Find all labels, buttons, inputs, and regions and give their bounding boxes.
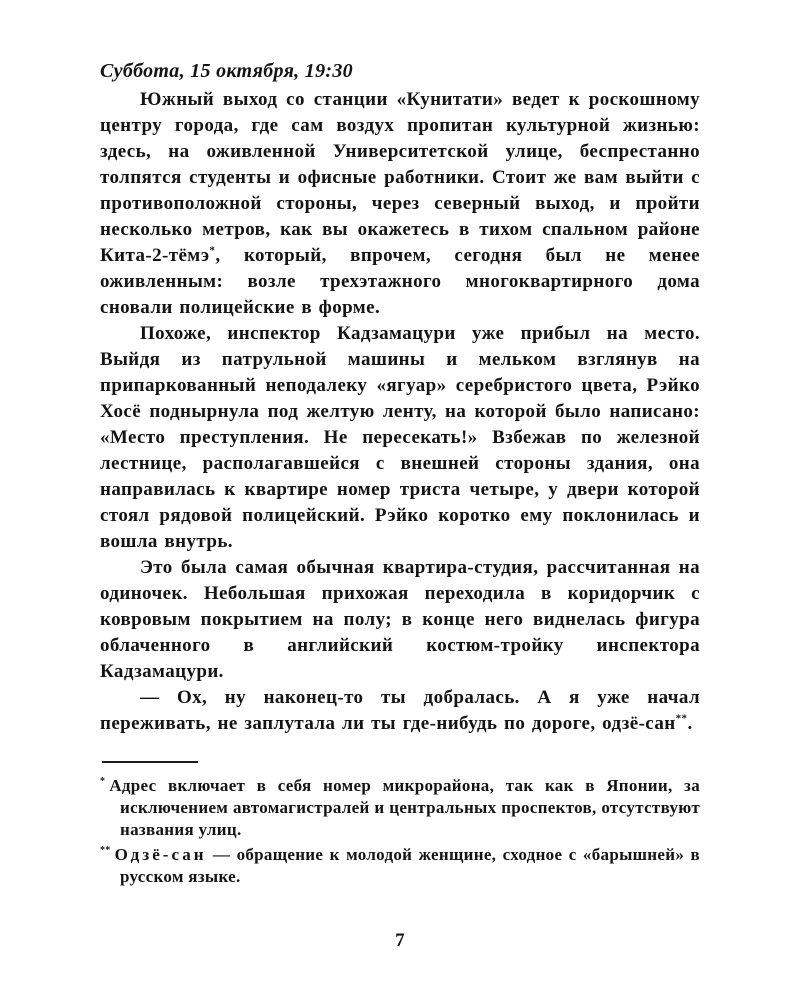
footnote-separator-rule <box>102 761 198 763</box>
footnote-2 <box>100 844 700 888</box>
footnote-reference-2: ** <box>675 712 688 725</box>
paragraph-text: Южный выход со станции «Кунитати» ведет к роскошному центру города, где сам воздух пропитан культурной жизнью: здесь, на оживленной Университетской улице, беспрестанно толпятся студенты и офисные работники. Стоит же вам выйти с противоположной стороны, через северный выход, и пройти несколько метров, как вы окажетесь в тихом спальном районе Кита-2-тёмэ <box>100 89 700 266</box>
paragraph-text: , который, впрочем, сегодня был не менее оживленным: возле трехэтажного многоквартирного дома сновали полицейские в форме. <box>100 245 700 318</box>
footnote-text: Адрес включает в себя номер микрорайона, так как в Японии, за исключением автомагистралей и центральных проспектов, отсутствуют названия улиц. <box>109 776 700 839</box>
footnote-marker-2: ** <box>100 845 111 857</box>
footnote-marker-1: * <box>100 776 106 788</box>
page-number: 7 <box>395 930 405 951</box>
chapter-dateline: Суббота, 15 октября, 19:30 <box>100 60 353 82</box>
paragraph-text: — Ох, ну наконец-то ты добралась. А я уже начал переживать, не заплутала ли ты где-нибудь по дороге, одзё-сан <box>100 687 700 734</box>
paragraph-text: . <box>687 713 693 734</box>
paragraph-1 <box>100 87 700 321</box>
footnote-text: — обращение к молодой женщине, сходное с «барышней» в русском языке. <box>120 845 700 886</box>
paragraph-2: Похоже, инспектор Кадзамацури уже прибыл на место. Выйдя из патрульной машины и мельком взглянув на припаркованный неподалеку «ягуар» серебристого цвета, Рэйко Хосё поднырнула под желтую ленту, на которой было написано: «Место преступления. Не пересекать!» Взбежав по железной лестнице, располагавшейся с внешней стороны здания, она направилась к квартире номер триста четыре, у двери которой стоял рядовой полицейский. Рэйко коротко ему поклонилась и вошла внутрь. <box>100 323 700 552</box>
footnote-term: Одзё-сан <box>114 845 207 864</box>
footnote-reference-1: * <box>209 244 216 257</box>
paragraph-4 <box>100 685 700 737</box>
paragraph-3: Это была самая обычная квартира-студия, рассчитанная на одиночек. Небольшая прихожая переходила в коридорчик с ковровым покрытием на полу; в конце него виднелась фигура облаченного в английский костюм-тройку инспектора Кадзамацури. <box>100 557 700 682</box>
footnote-section <box>100 761 700 888</box>
footnote-1 <box>100 775 700 841</box>
